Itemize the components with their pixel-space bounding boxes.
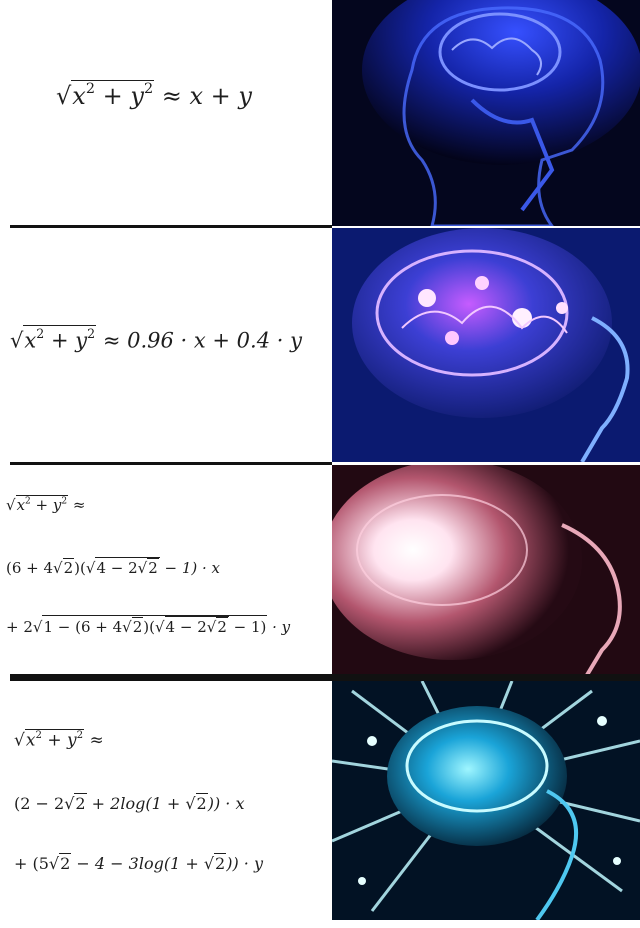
sqrt-lhs: $√x^2 + y^2$ [14, 730, 84, 751]
formula-4-lhs: $√x^2 + y^2$ ≈ [14, 730, 104, 751]
formula-3 [0, 465, 332, 675]
panel-2 [0, 228, 640, 462]
brain-image-4 [332, 681, 640, 920]
formula-3-lhs: $√x^2 + y^2$ ≈ [6, 496, 86, 514]
rhs-1: x + y [189, 81, 252, 110]
formula-2-line: $√x^2 + y^2 \approx 0.96 \cdot x + 0.4 \cdot y$ [10, 326, 302, 353]
formula-4-line3: + (5√2 − 4 − 3log(1 + √2)) · y [14, 854, 263, 873]
rhs-2: 0.96 · x + 0.4 · y [127, 328, 302, 353]
panel-4 [0, 681, 640, 920]
brain-image-1 [332, 0, 640, 226]
formula-1-line: $√x^2 + y^2 \approx x + y$ [56, 81, 252, 110]
panel-1 [0, 0, 640, 226]
sqrt-lhs: $√x^2 + y^2$ [56, 81, 154, 110]
sqrt-lhs: $√x^2 + y^2$ [10, 326, 96, 353]
formula-4-line2: (2 − 2√2 + 2log(1 + √2)) · x [14, 794, 245, 813]
panel-3 [0, 465, 640, 675]
divider-3 [10, 674, 640, 681]
formula-2 [0, 228, 332, 462]
formula-4 [0, 681, 332, 920]
formula-3-line2: (6 + 4√2)(√4 − 2√2 − 1) · x [6, 559, 221, 577]
formula-3-line3: + 2√1 − (6 + 4√2)(√4 − 2√2 − 1) · y [6, 615, 290, 636]
brain-image-3 [332, 465, 640, 675]
brain-image-2 [332, 228, 640, 462]
formula-1 [0, 0, 332, 226]
sqrt-lhs: $√x^2 + y^2$ [6, 496, 68, 514]
